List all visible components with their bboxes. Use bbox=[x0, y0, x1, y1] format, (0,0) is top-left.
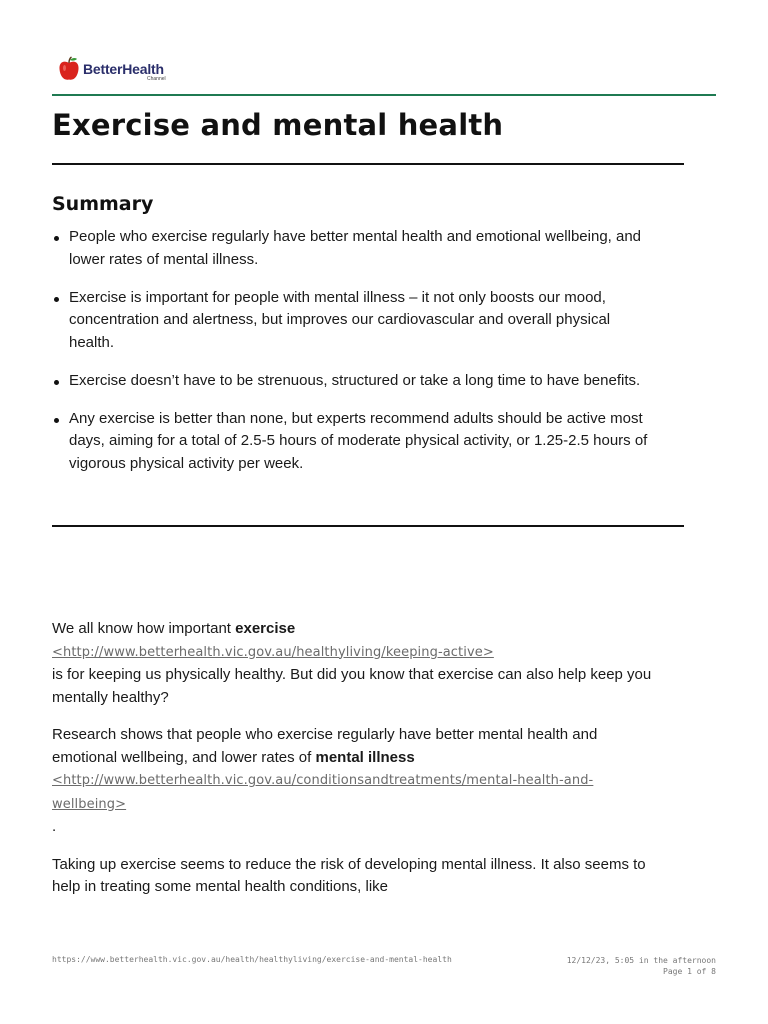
summary-heading: Summary bbox=[52, 193, 154, 215]
p2-text-end: . bbox=[52, 818, 57, 835]
apple-icon bbox=[58, 56, 80, 82]
summary-item: Exercise is important for people with mental illness – it not only boosts our mood, concentration and alertness, but improves our cardiovascular and overall physical health. bbox=[52, 287, 652, 355]
page-title: Exercise and mental health bbox=[52, 108, 504, 142]
p2-text: Research shows that people who exercise regularly have better mental health and emotional wellbeing, and lower rates of bbox=[52, 726, 598, 766]
p1-bold: exercise bbox=[235, 620, 296, 637]
logo-subtext: Channel bbox=[147, 76, 166, 82]
site-logo[interactable] bbox=[58, 56, 166, 86]
footer-page-number: Page 1 of 8 bbox=[663, 967, 716, 976]
keeping-active-link[interactable]: <http://www.betterhealth.vic.gov.au/healthyliving/keeping-active> bbox=[52, 644, 494, 660]
footer-meta bbox=[567, 955, 716, 977]
logo-wordmark: BetterHealth bbox=[83, 61, 164, 77]
header-divider bbox=[52, 94, 716, 96]
summary-list bbox=[52, 226, 652, 491]
summary-item: Any exercise is better than none, but experts recommend adults should be active most days, aiming for a total of 2.5-5 hours of moderate physical activity, or 1.25-2.5 hours of vigorous physical activity per week. bbox=[52, 408, 652, 476]
paragraph-1 bbox=[52, 618, 662, 709]
p2-bold: mental illness bbox=[315, 748, 415, 766]
title-divider bbox=[52, 163, 684, 165]
summary-divider bbox=[52, 525, 684, 527]
summary-item: People who exercise regularly have better mental health and emotional wellbeing, and lower rates of mental illness. bbox=[52, 226, 652, 271]
summary-item: Exercise doesn’t have to be strenuous, structured or take a long time to have benefits. bbox=[52, 370, 652, 393]
footer-url: https://www.betterhealth.vic.gov.au/health/healthyliving/exercise-and-mental-health bbox=[52, 955, 452, 964]
p1-text: We all know how important bbox=[52, 620, 236, 637]
article-body bbox=[52, 618, 662, 914]
mental-health-link[interactable]: <http://www.betterhealth.vic.gov.au/conditionsandtreatments/mental-health-and-wellbeing> bbox=[52, 773, 594, 812]
paragraph-2 bbox=[52, 724, 662, 839]
footer-timestamp: 12/12/23, 5:05 in the afternoon bbox=[566, 956, 716, 965]
p1-text-end: is for keeping us physically healthy. But did you know that exercise can also help keep you mentally healthy? bbox=[52, 666, 652, 706]
paragraph-3: Taking up exercise seems to reduce the risk of developing mental illness. It also seems to help in treating some mental health conditions, like bbox=[52, 855, 646, 895]
